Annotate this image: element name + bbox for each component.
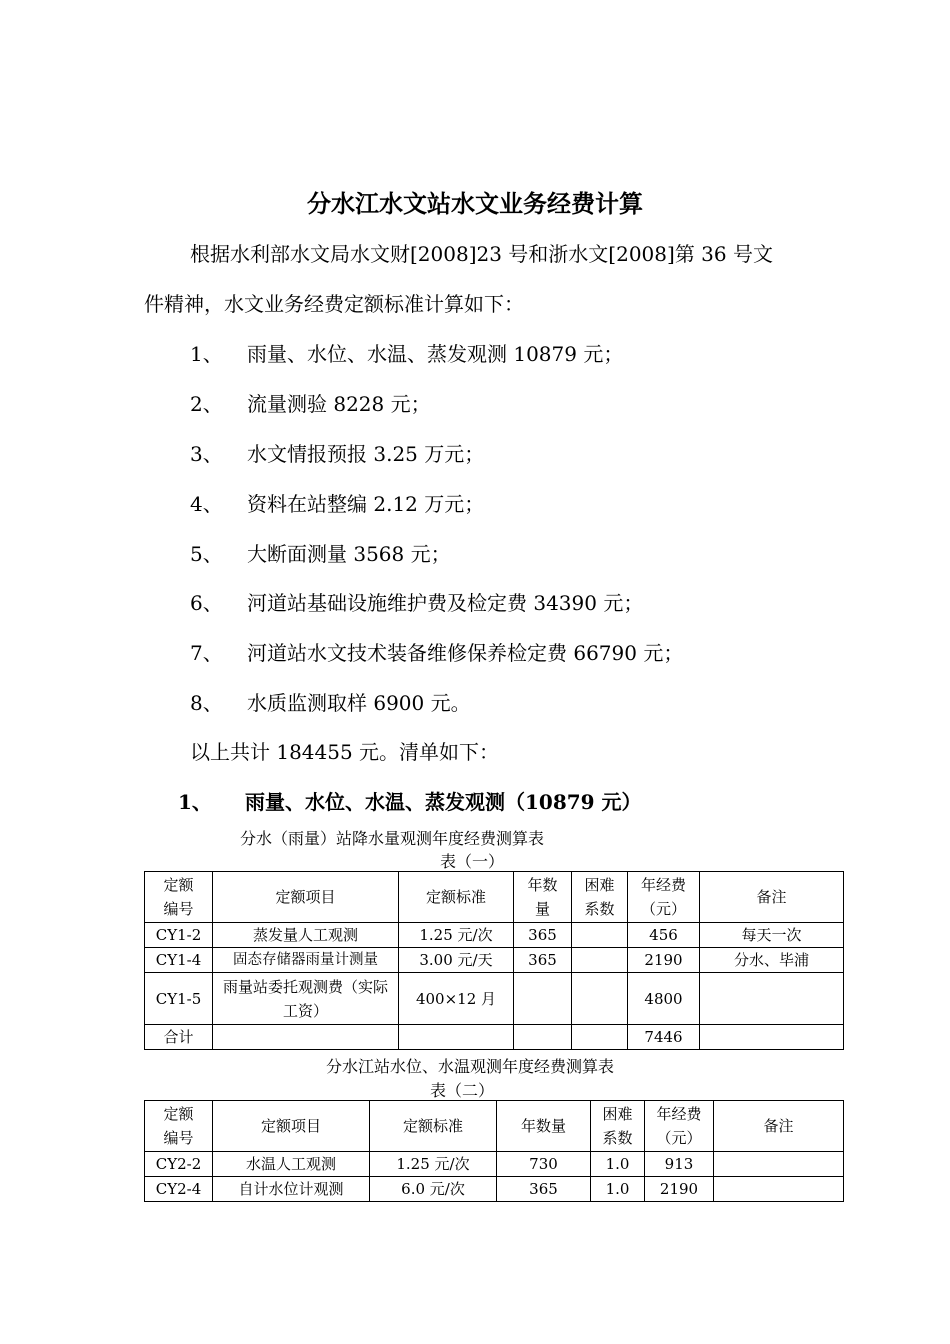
table-cell xyxy=(700,1025,844,1050)
table-cell: 1.0 xyxy=(591,1177,645,1202)
table-cell: CY1-2 xyxy=(145,923,213,948)
header-cell: 定额 编号 xyxy=(145,872,213,923)
list-item-text: 河道站水文技术装备维修保养检定费 66790 元； xyxy=(247,641,684,665)
table-cell: 365 xyxy=(497,1177,591,1202)
list-item-text: 河道站基础设施维护费及检定费 34390 元； xyxy=(247,591,644,615)
table-cell xyxy=(514,973,572,1025)
table-cell: 固态存储器雨量计测量 xyxy=(213,948,399,973)
table-cell xyxy=(572,923,628,948)
header-cell: 定额标准 xyxy=(370,1101,497,1152)
table-cell: 2190 xyxy=(628,948,700,973)
table-cell: 1.25 元/次 xyxy=(399,923,514,948)
table-cell: 4800 xyxy=(628,973,700,1025)
table-cell: 913 xyxy=(645,1152,714,1177)
list-item xyxy=(190,538,451,567)
list-item-number: 8、 xyxy=(190,691,223,715)
table-cell: CY1-4 xyxy=(145,948,213,973)
list-item xyxy=(190,388,431,417)
table-row xyxy=(145,1152,844,1177)
table-cell: 1.25 元/次 xyxy=(370,1152,497,1177)
table-2 xyxy=(144,1100,844,1202)
table-cell xyxy=(714,1177,844,1202)
table2-label: 表（二） xyxy=(430,1081,495,1100)
table-cell: 自计水位计观测 xyxy=(213,1177,370,1202)
table-cell: 456 xyxy=(628,923,700,948)
table1-caption: 分水（雨量）站降水量观测年度经费测算表 xyxy=(240,829,545,848)
intro-line-1: 根据水利部水文局水文财[2008]23 号和浙水文[2008]第 36 号文 xyxy=(190,242,773,266)
table-cell: 6.0 元/次 xyxy=(370,1177,497,1202)
table-cell: CY1-5 xyxy=(145,973,213,1025)
table-row xyxy=(145,973,844,1025)
table-cell: 蒸发量人工观测 xyxy=(213,923,399,948)
header-cell: 年经费 （元） xyxy=(645,1101,714,1152)
section-number: 1、 xyxy=(178,790,212,814)
table2-caption: 分水江站水位、水温观测年度经费测算表 xyxy=(326,1057,615,1076)
table-cell: 3.00 元/天 xyxy=(399,948,514,973)
list-item xyxy=(190,488,484,517)
header-cell: 定额标准 xyxy=(399,872,514,923)
table-total-row xyxy=(145,1025,844,1050)
list-item-number: 3、 xyxy=(190,442,223,466)
table-row xyxy=(145,948,844,973)
list-item xyxy=(190,338,623,367)
table-1 xyxy=(144,871,844,1050)
table-cell: 400×12 月 xyxy=(399,973,514,1025)
table-cell: 水温人工观测 xyxy=(213,1152,370,1177)
intro-line-2: 件精神，水文业务经费定额标准计算如下： xyxy=(144,292,524,316)
table-cell xyxy=(572,1025,628,1050)
section-heading xyxy=(178,786,642,815)
list-item-text: 水文情报预报 3.25 万元； xyxy=(247,442,485,466)
table-cell xyxy=(572,948,628,973)
table-row xyxy=(145,923,844,948)
table-header-row xyxy=(145,1101,844,1152)
document-title: 分水江水文站水文业务经费计算 xyxy=(307,190,643,218)
table-cell: 雨量站委托观测费（实际工资） xyxy=(213,973,399,1025)
table-cell xyxy=(514,1025,572,1050)
header-cell: 困难 系数 xyxy=(572,872,628,923)
summary-text: 以上共计 184455 元。清单如下： xyxy=(190,740,500,764)
table-cell xyxy=(714,1152,844,1177)
list-item-text: 流量测验 8228 元； xyxy=(247,392,431,416)
list-item-number: 2、 xyxy=(190,392,223,416)
table-header-row xyxy=(145,872,844,923)
header-cell: 年数 量 xyxy=(514,872,572,923)
table1-label: 表（一） xyxy=(440,852,505,871)
table-cell: 合计 xyxy=(145,1025,213,1050)
table-cell: 7446 xyxy=(628,1025,700,1050)
table-cell: 365 xyxy=(514,923,572,948)
table-cell: 分水、毕浦 xyxy=(700,948,844,973)
table-cell xyxy=(213,1025,399,1050)
list-item xyxy=(190,687,471,716)
list-item-text: 雨量、水位、水温、蒸发观测 10879 元； xyxy=(247,342,624,366)
table-row xyxy=(145,1177,844,1202)
table-cell: CY2-2 xyxy=(145,1152,213,1177)
table-cell xyxy=(700,973,844,1025)
table-cell: 每天一次 xyxy=(700,923,844,948)
header-cell: 备注 xyxy=(714,1101,844,1152)
table-cell: 2190 xyxy=(645,1177,714,1202)
list-item xyxy=(190,438,484,467)
list-item xyxy=(190,587,643,616)
list-item-number: 7、 xyxy=(190,641,223,665)
table-cell: CY2-4 xyxy=(145,1177,213,1202)
table-cell: 1.0 xyxy=(591,1152,645,1177)
table-cell: 365 xyxy=(514,948,572,973)
list-item-number: 1、 xyxy=(190,342,223,366)
list-item-number: 4、 xyxy=(190,492,223,516)
section-title: 雨量、水位、水温、蒸发观测（10879 元） xyxy=(245,790,642,814)
header-cell: 困难 系数 xyxy=(591,1101,645,1152)
list-item-text: 水质监测取样 6900 元。 xyxy=(247,691,471,715)
table-cell xyxy=(572,973,628,1025)
header-cell: 年数量 xyxy=(497,1101,591,1152)
header-cell: 年经费 （元） xyxy=(628,872,700,923)
list-item-number: 6、 xyxy=(190,591,223,615)
list-item-text: 大断面测量 3568 元； xyxy=(247,542,451,566)
header-cell: 备注 xyxy=(700,872,844,923)
list-item xyxy=(190,637,683,666)
list-item-text: 资料在站整编 2.12 万元； xyxy=(247,492,485,516)
header-cell: 定额项目 xyxy=(213,1101,370,1152)
header-cell: 定额 编号 xyxy=(145,1101,213,1152)
table-cell: 730 xyxy=(497,1152,591,1177)
header-cell: 定额项目 xyxy=(213,872,399,923)
list-item-number: 5、 xyxy=(190,542,223,566)
table-cell xyxy=(399,1025,514,1050)
